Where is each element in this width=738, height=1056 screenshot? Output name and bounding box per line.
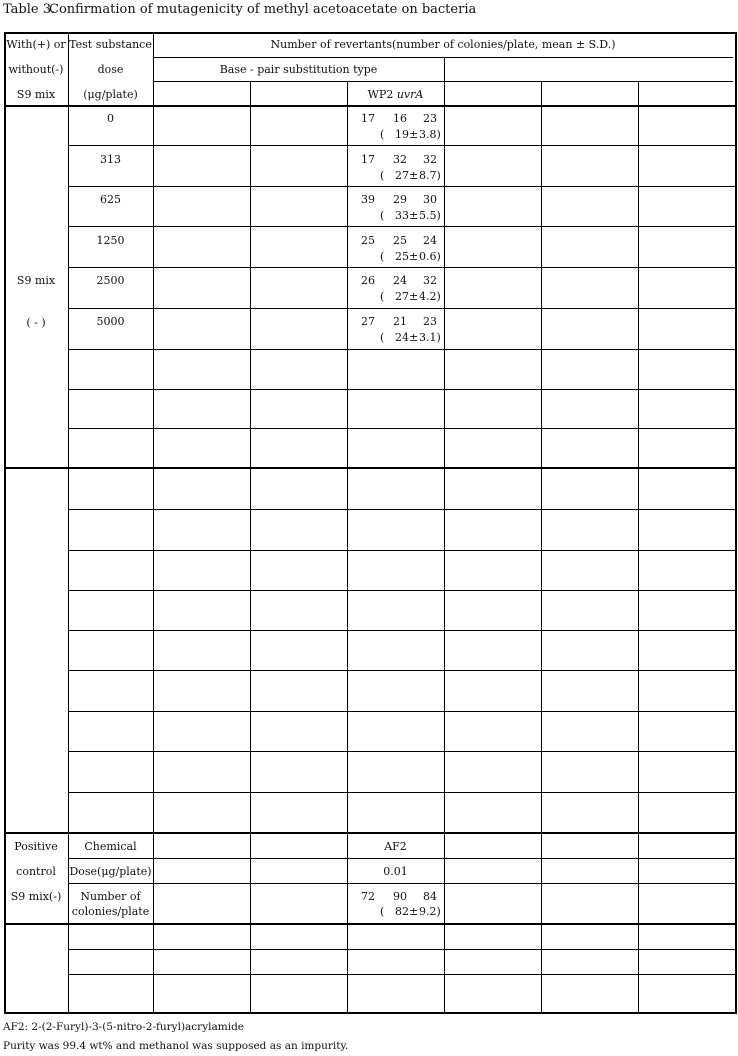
footnote-af2: AF2: 2-(2-Furyl)-3-(5-nitro-2-furyl)acrylamide <box>3 1021 245 1033</box>
colony-count-3: 84 <box>423 890 437 903</box>
footnote-purity: Purity was 99.4 wt% and methanol was supposed as an impurity. <box>3 1040 349 1052</box>
open-paren: ( <box>380 290 385 303</box>
row-line <box>68 949 735 950</box>
colony-count-2: 25 <box>393 234 407 247</box>
colony-count-3: 24 <box>423 234 437 247</box>
sd-value: 8.7) <box>419 169 441 182</box>
header-dose-line2: dose <box>97 63 124 76</box>
dose-cell: 1250 <box>96 234 125 247</box>
col-line <box>250 81 251 1012</box>
row-line <box>68 630 735 631</box>
mean-value: 27± <box>395 290 419 303</box>
positive-label-line3: S9 mix(-) <box>10 890 62 903</box>
open-paren: ( <box>380 209 385 222</box>
row-line <box>68 186 735 187</box>
row-line <box>153 81 733 82</box>
row-line <box>68 349 735 350</box>
row-line <box>68 751 735 752</box>
positive-label-line2: control <box>16 865 56 878</box>
colony-count-2: 29 <box>393 193 407 206</box>
colony-count-1: 25 <box>361 234 375 247</box>
colony-count-1: 26 <box>361 274 375 287</box>
row-line <box>4 923 735 925</box>
row-line <box>68 509 735 510</box>
colony-count-1: 39 <box>361 193 375 206</box>
colony-count-2: 16 <box>393 112 407 125</box>
sd-value: 9.2) <box>419 905 441 918</box>
header-strain <box>347 88 444 101</box>
row-line <box>4 467 735 469</box>
row-line <box>68 670 735 671</box>
colony-count-3: 32 <box>423 274 437 287</box>
colony-count-2: 24 <box>393 274 407 287</box>
colony-count-1: 27 <box>361 315 375 328</box>
s9-group-label: S9 mix <box>16 274 56 287</box>
row-line <box>68 308 735 309</box>
colony-count-2: 32 <box>393 153 407 166</box>
colony-count-1: 17 <box>361 112 375 125</box>
row-line <box>68 428 735 429</box>
colony-count-3: 32 <box>423 153 437 166</box>
open-paren: ( <box>380 128 385 141</box>
row-line <box>68 792 735 793</box>
row-line <box>68 389 735 390</box>
open-paren: ( <box>380 331 385 344</box>
header-s9-line2: without(-) <box>8 63 64 76</box>
header-dose-line1: Test substance <box>69 38 152 51</box>
row-line <box>68 590 735 591</box>
row-line <box>4 832 735 834</box>
header-revertants: Number of revertants(number of colonies/plate, mean ± S.D.) <box>270 38 616 51</box>
mean-value: 19± <box>395 128 419 141</box>
sd-value: 4.2) <box>419 290 441 303</box>
dose-cell: 625 <box>100 193 121 206</box>
row-line <box>68 711 735 712</box>
open-paren: ( <box>380 250 385 263</box>
colony-count-3: 30 <box>423 193 437 206</box>
positive-dose-label: Dose(μg/plate) <box>69 865 152 878</box>
dose-cell: 0 <box>107 112 114 125</box>
positive-dose-value: 0.01 <box>383 865 408 878</box>
table-title-text: Confirmation of mutagenicity of methyl acetoacetate on bacteria <box>49 2 477 17</box>
sd-value: 5.5) <box>419 209 441 222</box>
mean-value: 25± <box>395 250 419 263</box>
col-line <box>638 81 639 1012</box>
row-line <box>68 550 735 551</box>
colony-count-3: 23 <box>423 112 437 125</box>
s9-group-sign: ( - ) <box>26 316 46 329</box>
dose-cell: 313 <box>100 153 121 166</box>
mean-value: 82± <box>395 905 419 918</box>
table-title <box>3 2 476 17</box>
sd-value: 0.6) <box>419 250 441 263</box>
dose-cell: 5000 <box>96 315 125 328</box>
colony-count-3: 23 <box>423 315 437 328</box>
row-line <box>68 858 735 859</box>
colonies-label-line1: Number of <box>80 890 141 903</box>
mean-value: 33± <box>395 209 419 222</box>
open-paren: ( <box>380 905 385 918</box>
sd-value: 3.1) <box>419 331 441 344</box>
sd-value: 3.8) <box>419 128 441 141</box>
strain-name: WP2 <box>367 88 397 101</box>
open-paren: ( <box>380 169 385 182</box>
table-number: Table 3. <box>3 2 56 17</box>
colony-count-2: 90 <box>393 890 407 903</box>
dose-cell: 2500 <box>96 274 125 287</box>
row-line <box>68 145 735 146</box>
row-line <box>68 883 735 884</box>
col-line <box>153 32 154 1012</box>
positive-label-line1: Positive <box>14 840 58 853</box>
header-base-pair: Base - pair substitution type <box>219 63 378 76</box>
header-s9-line3: S9 mix <box>16 88 56 101</box>
row-line <box>68 226 735 227</box>
colony-count-1: 17 <box>361 153 375 166</box>
colony-count-1: 72 <box>361 890 375 903</box>
chemical-value: AF2 <box>384 840 407 853</box>
strain-genotype: uvrA <box>396 88 424 101</box>
row-line <box>68 974 735 975</box>
colonies-label-line2: colonies/plate <box>71 905 150 918</box>
mean-value: 24± <box>395 331 419 344</box>
chemical-label: Chemical <box>84 840 137 853</box>
colony-count-2: 21 <box>393 315 407 328</box>
mean-value: 27± <box>395 169 419 182</box>
row-line <box>68 267 735 268</box>
header-dose-line3: (μg/plate) <box>83 88 138 101</box>
row-line <box>4 105 735 107</box>
col-line <box>444 57 445 1012</box>
row-line <box>153 57 733 58</box>
header-s9-line1: With(+) or <box>6 38 66 51</box>
col-line <box>541 81 542 1012</box>
data-table <box>4 32 735 1012</box>
